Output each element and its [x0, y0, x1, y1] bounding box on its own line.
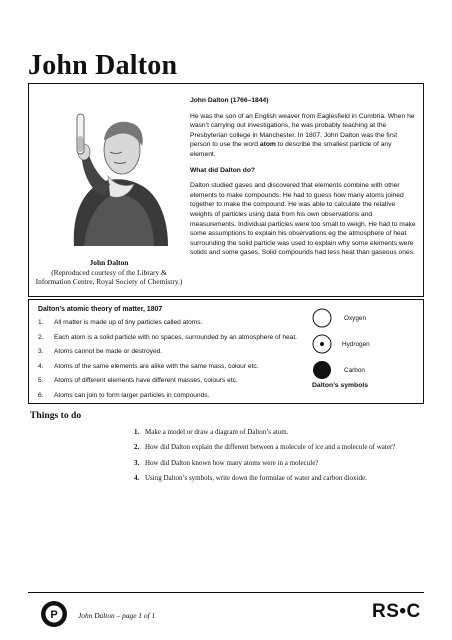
list-item	[134, 474, 424, 483]
list-item	[38, 392, 300, 401]
hydrogen-label: Hydrogen	[342, 341, 370, 348]
things-to-do-title: Things to do	[30, 410, 82, 421]
dalton-symbols-diagram	[296, 304, 416, 400]
atomic-theory-list	[38, 319, 300, 407]
list-item-text: All matter is made up of tiny particles called atoms.	[54, 319, 203, 326]
page-title: John Dalton	[28, 50, 178, 81]
biography-text	[190, 96, 416, 264]
list-item-number: 5.	[38, 377, 44, 385]
things-to-do-list	[134, 428, 424, 490]
list-item-number: 2.	[38, 333, 44, 341]
footer-page-label: John Dalton – page 1 of 1	[78, 611, 156, 620]
list-item-number: 3.	[38, 348, 44, 356]
list-item	[38, 319, 300, 328]
list-item-number: 1.	[134, 428, 140, 436]
publisher-badge-icon	[40, 600, 68, 628]
list-item-number: 4.	[38, 362, 44, 370]
list-item-number: 6.	[38, 391, 44, 399]
carbon-label: Carbon	[344, 367, 365, 374]
portrait-caption-name: John Dalton	[89, 258, 129, 267]
list-item	[134, 459, 424, 468]
oxygen-symbol-icon	[313, 309, 331, 327]
svg-text:P: P	[50, 609, 58, 621]
dalton-portrait-image	[44, 96, 174, 246]
list-item-text: Atoms of different elements have different masses, colours etc.	[54, 377, 238, 385]
portrait-caption	[34, 258, 184, 287]
bio-paragraph-1	[190, 112, 416, 160]
portrait-caption-credit: (Reproduced courtesy of the Library & Information Centre, Royal Society of Chemistry.)	[35, 267, 183, 287]
symbols-caption: Dalton’s symbols	[312, 382, 369, 389]
list-item	[134, 428, 424, 437]
hydrogen-symbol-dot-icon	[320, 342, 324, 346]
list-item-text: Atoms of the same elements are alike with the same mass, colour etc.	[54, 362, 259, 370]
bio-paragraph-1-end: to describe the smallest particle of any element.	[190, 141, 392, 158]
list-item-number: 4.	[134, 474, 140, 483]
list-item	[38, 348, 300, 357]
rsc-logo: RS•C	[372, 601, 421, 622]
list-item	[134, 443, 424, 452]
bio-paragraph-1-text: He was the son of an English weaver from Eaglesfield in Cumbria. When he wasn’t carrying out investigations, he was probably teaching at the Presbyterian college in Manchester. In 1807, John Dalton was the first person to use the word	[190, 112, 415, 149]
atomic-theory-title: Dalton’s atomic theory of matter, 1807	[38, 306, 163, 313]
list-item-text: Each atom is a solid particle with no spaces, surrounded by an atmosphere of heat.	[54, 333, 298, 341]
bio-question: What did Dalton do?	[190, 166, 256, 174]
list-item-text: How did Dalton known how many atoms were in a molecule?	[145, 458, 319, 467]
list-item-text: Atoms cannot be made or destroyed.	[54, 348, 163, 356]
bio-heading: John Dalton (1766–1844)	[190, 97, 269, 104]
list-item-text: How did Dalton explain the different between a molecule of ice and a molecule of water?	[145, 443, 396, 452]
oxygen-label: Oxygen	[344, 315, 367, 322]
list-item-text: Using Dalton’s symbols, write down the formulae of water and carbon dioxide.	[145, 474, 367, 483]
carbon-symbol-icon	[313, 361, 331, 379]
bio-keyword-atom: atom	[259, 141, 276, 149]
list-item-number: 1.	[38, 319, 44, 326]
list-item	[38, 334, 300, 343]
list-item	[38, 363, 300, 372]
footer-divider	[28, 592, 424, 593]
list-item-number: 3.	[134, 458, 140, 467]
list-item-number: 2.	[134, 443, 140, 452]
bio-paragraph-2: Dalton studied gases and discovered that elements combine with other elements to make compounds. He had to guess how many atoms joined together to make the compound. He was able to calculate the relative weights of particles using data from his own observations and measurements. Individual particles were too small to weigh. He had to make some assumptions to explain his observations eg the atmosphere of heat surrounding the solid particle was used to explain why some elements were solids and some gases. Solid compounds had less heat than gaseous ones.	[190, 182, 416, 257]
list-item-text: Atoms can join to form larger particles in compounds.	[54, 391, 210, 399]
list-item	[38, 377, 300, 386]
list-item-text: Make a model or draw a diagram of Dalton’s atom.	[145, 428, 289, 436]
